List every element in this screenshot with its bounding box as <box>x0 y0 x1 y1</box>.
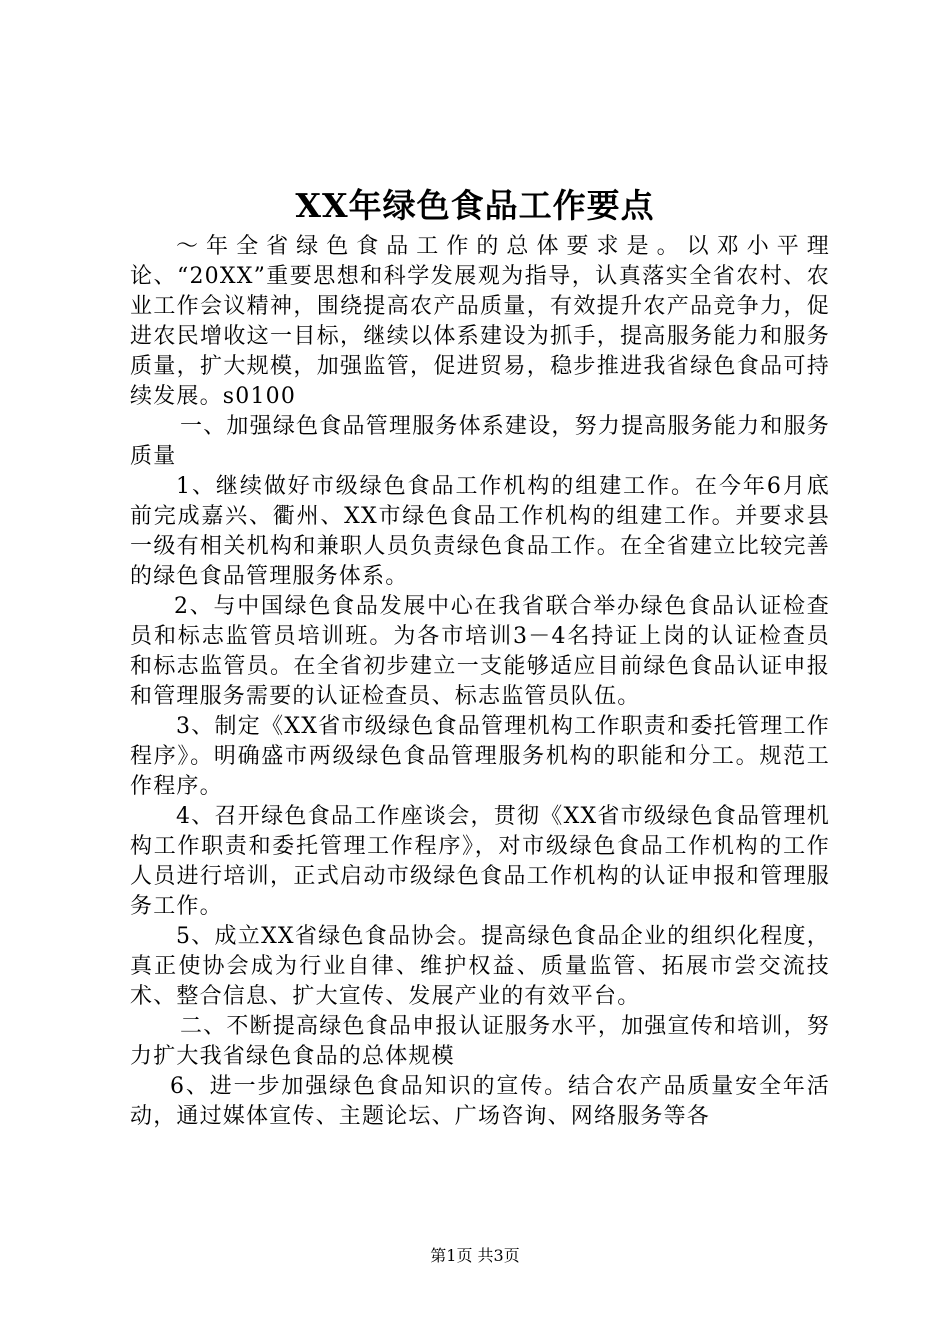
section-heading-2: 二、不断提高绿色食品申报认证服务水平，加强宣传和培训，努力扩大我省绿色食品的总体规模 <box>130 1014 830 1069</box>
paragraph-item-4: 4、召开绿色食品工作座谈会，贯彻《XX省市级绿色食品管理机构工作职责和委托管理工作程序》，对市级绿色食品工作机构的工作人员进行培训，正式启动市级绿色食品工作机构的认证申报和管理服务工作。 <box>130 804 830 919</box>
paragraph-item-6: 6、进一步加强绿色食品知识的宣传。结合农产品质量安全年活动，通过媒体宣传、主题论坛、广场咨询、网络服务等各 <box>130 1074 830 1129</box>
paragraph-item-2: 2、与中国绿色食品发展中心在我省联合举办绿色食品认证检查员和标志监管员培训班。为各市培训3－4名持证上岗的认证检查员和标志监管员。在全省初步建立一支能够适应目前绿色食品认证申报和管理服务需要的认证检查员、标志监管员队伍。 <box>130 594 830 709</box>
section-heading-1: 一、加强绿色食品管理服务体系建设，努力提高服务能力和服务质量 <box>130 414 830 469</box>
document-body <box>130 232 830 1132</box>
paragraph-intro: ～年全省绿色食品工作的总体要求是。以邓小平理论、“20XX”重要思想和科学发展观为指导，认真落实全省农村、农业工作会议精神，围绕提高农产品质量，有效提升农产品竞争力，促进农民增收这一目标，继续以体系建设为抓手，提高服务能力和服务质量，扩大规模，加强监管，促进贸易，稳步推进我省绿色食品可持续发展。s0100 <box>130 234 830 409</box>
paragraph-item-5: 5、成立XX省绿色食品协会。提高绿色食品企业的组织化程度，真正使协会成为行业自律、维护权益、质量监管、拓展市尝交流技术、整合信息、扩大宣传、发展产业的有效平台。 <box>130 924 830 1009</box>
page-footer: 第1页 共3页 <box>430 1246 520 1265</box>
paragraph-item-1: 1、继续做好市级绿色食品工作机构的组建工作。在今年6月底前完成嘉兴、衢州、XX市绿色食品工作机构的组建工作。并要求县一级有相关机构和兼职人员负责绿色食品工作。在全省建立比较完善的绿色食品管理服务体系。 <box>130 474 830 589</box>
paragraph-item-3: 3、制定《XX省市级绿色食品管理机构工作职责和委托管理工作程序》。明确盛市两级绿色食品管理服务机构的职能和分工。规范工作程序。 <box>130 714 830 799</box>
document-title: XX年绿色食品工作要点 <box>295 186 655 225</box>
